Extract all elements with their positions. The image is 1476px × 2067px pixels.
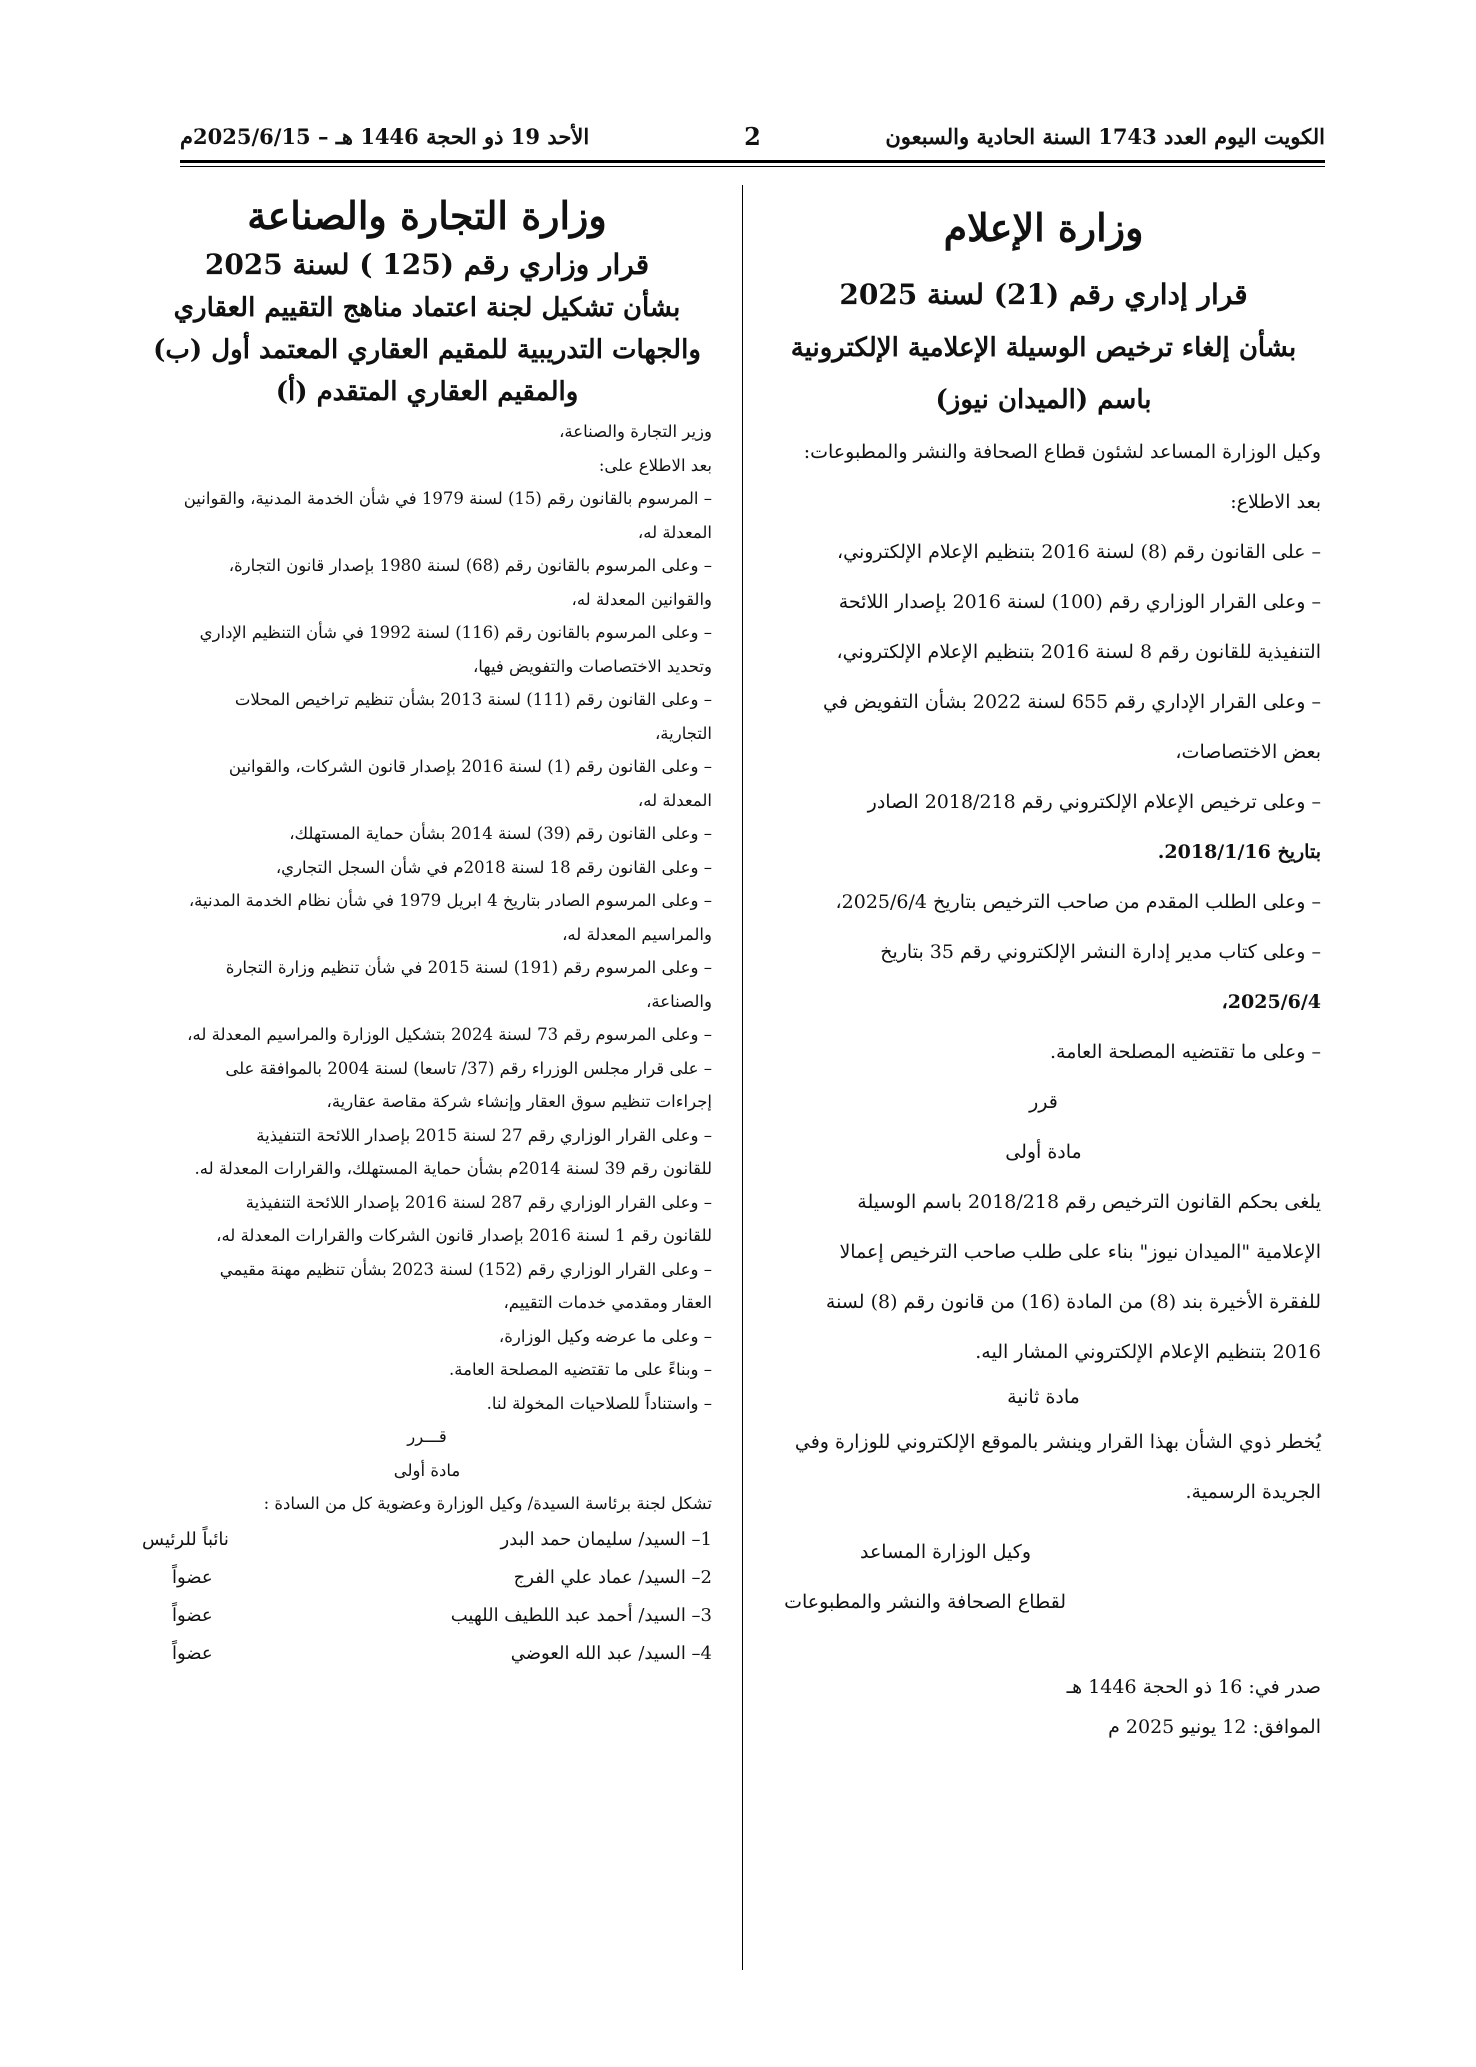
recital-line: المعدلة له، bbox=[637, 522, 712, 542]
recital-line: والصناعة، bbox=[646, 991, 712, 1011]
decision-title: قرار وزاري رقم (125 ) لسنة 2025 bbox=[204, 248, 650, 281]
recital-line: – وعلى كتاب مدير إدارة النشر الإلكتروني رقم 35 بتاريخ bbox=[880, 941, 1321, 963]
recital-line: التجارية، bbox=[654, 723, 712, 743]
intro-line: وكيل الوزارة المساعد لشئون قطاع الصحافة والنشر والمطبوعات: bbox=[803, 441, 1321, 463]
information-ministry-column bbox=[766, 190, 1321, 1747]
signature-title: وكيل الوزارة المساعد bbox=[860, 1541, 1031, 1563]
decision-subject-line: والمقيم العقاري المتقدم (أ) bbox=[275, 377, 579, 407]
recital-line: – على القانون رقم (8) لسنة 2016 بتنظيم الإعلام الإلكتروني، bbox=[836, 541, 1321, 563]
after-review: بعد الاطلاع على: bbox=[598, 455, 712, 475]
recital-line: – وعلى القانون رقم (39) لسنة 2014 بشأن حماية المستهلك، bbox=[289, 824, 712, 843]
recital-line: – وعلى المرسوم بالقانون رقم (116) لسنة 1992 في شأن التنظيم الإداري bbox=[199, 623, 712, 642]
decided-heading: قرر bbox=[1029, 1091, 1058, 1113]
recital-line: العقار ومقدمي خدمات التقييم، bbox=[503, 1293, 712, 1312]
recital-line: – وعلى ما عرضه وكيل الوزارة، bbox=[498, 1326, 712, 1346]
member-name: 3– السيد/ أحمد عبد اللطيف اللهيب bbox=[450, 1604, 712, 1626]
recital-line: – وعلى ما تقتضيه المصلحة العامة. bbox=[1049, 1041, 1321, 1063]
recital-line: – وعلى المرسوم رقم (191) لسنة 2015 في شأن تنظيم وزارة التجارة bbox=[225, 958, 712, 977]
article2-title: مادة ثانية bbox=[1007, 1386, 1080, 1408]
header-rule-thick bbox=[180, 160, 1325, 163]
article1-line: للفقرة الأخيرة بند (8) من المادة (16) من قانون رقم (8) لسنة bbox=[825, 1291, 1321, 1313]
ministry-title: وزارة التجارة والصناعة bbox=[247, 193, 607, 238]
member-role: نائباً للرئيس bbox=[142, 1528, 229, 1550]
decision-subject-line1: بشأن إلغاء ترخيص الوسيلة الإعلامية الإلكترونية bbox=[790, 333, 1297, 363]
member-role: عضواً bbox=[172, 1604, 213, 1626]
decision-body bbox=[766, 427, 1321, 1747]
decision-body bbox=[142, 415, 712, 1521]
member-name: 4– السيد/ عبد الله العوضي bbox=[510, 1642, 712, 1664]
issue-date: الأحد 19 ذو الحجة 1446 هـ – 2025/6/15م bbox=[180, 124, 590, 149]
recital-line: – المرسوم بالقانون رقم (15) لسنة 1979 في شأن الخدمة المدنية، والقوانين bbox=[183, 489, 712, 508]
decision-title: قرار إداري رقم (21) لسنة 2025 bbox=[839, 278, 1248, 311]
article1-intro: تشكل لجنة برئاسة السيدة/ وكيل الوزارة وعضوية كل من السادة : bbox=[263, 1494, 712, 1513]
page-number: 2 bbox=[744, 122, 761, 151]
member-role: عضواً bbox=[172, 1566, 213, 1588]
article1-title: مادة أولى bbox=[393, 1460, 461, 1480]
recital-line: – واستناداً للصلاحيات المخولة لنا. bbox=[486, 1393, 712, 1413]
recital-line: – وعلى المرسوم الصادر بتاريخ 4 ابريل 1979 في شأن نظام الخدمة المدنية، bbox=[188, 891, 712, 910]
recital-line: – وعلى القرار الوزاري رقم 287 لسنة 2016 بإصدار اللائحة التنفيذية bbox=[245, 1192, 712, 1212]
member-role: عضواً bbox=[172, 1642, 213, 1664]
recital-line: – وعلى القانون رقم (111) لسنة 2013 بشأن تنظيم تراخيص المحلات bbox=[234, 690, 712, 709]
recital-line: – وبناءً على ما تقتضيه المصلحة العامة. bbox=[449, 1360, 712, 1379]
member-name: 2– السيد/ عماد علي الفرج bbox=[513, 1566, 712, 1588]
recital-line: – وعلى القرار الإداري رقم 655 لسنة 2022 بشأن التفويض في bbox=[823, 691, 1321, 713]
commerce-ministry-column bbox=[142, 190, 712, 1673]
column-divider bbox=[742, 185, 743, 1970]
recital-line: – على قرار مجلس الوزراء رقم (37/ تاسعا) لسنة 2004 بالموافقة على bbox=[225, 1058, 712, 1078]
decision-subject-line: بشأن تشكيل لجنة اعتماد مناهج التقييم العقاري bbox=[173, 293, 681, 323]
article2-line: الجريدة الرسمية. bbox=[1185, 1481, 1321, 1503]
committee-member bbox=[142, 1521, 712, 1559]
recital-line: – وعلى القرار الوزاري رقم (152) لسنة 2023 بشأن تنظيم مهنة مقيمي bbox=[219, 1259, 712, 1279]
recital-line: – وعلى ترخيص الإعلام الإلكتروني رقم 2018/218 الصادر bbox=[867, 791, 1321, 813]
issued-gregorian: الموافق: 12 يونيو 2025 م bbox=[1108, 1716, 1321, 1738]
committee-member bbox=[142, 1559, 712, 1597]
issued-hijri: صدر في: 16 ذو الحجة 1446 هـ bbox=[1066, 1676, 1321, 1698]
recital-line: 2025/6/4، bbox=[1221, 991, 1321, 1013]
article2-line: يُخطر ذوي الشأن بهذا القرار وينشر بالموقع الإلكتروني للوزارة وفي bbox=[794, 1431, 1321, 1453]
decided-heading: قـــرر bbox=[407, 1427, 447, 1446]
recital-line: التنفيذية للقانون رقم 8 لسنة 2016 بتنظيم الإعلام الإلكتروني، bbox=[836, 641, 1321, 663]
recital-line: – وعلى القانون رقم 18 لسنة 2018م في شأن السجل التجاري، bbox=[275, 857, 712, 877]
newspaper-issue: الكويت اليوم العدد 1743 السنة الحادية والسبعون bbox=[885, 124, 1325, 149]
committee-members bbox=[142, 1521, 712, 1673]
article1-line: 2016 بتنظيم الإعلام الإلكتروني المشار اليه. bbox=[975, 1341, 1321, 1363]
signature-sector: لقطاع الصحافة والنشر والمطبوعات bbox=[784, 1591, 1066, 1613]
committee-member bbox=[142, 1635, 712, 1673]
decision-subject-line: والجهات التدريبية للمقيم العقاري المعتمد أول (ب) bbox=[153, 335, 701, 365]
recital-line: إجراءات تنظيم سوق العقار وإنشاء شركة مقاصة عقارية، bbox=[326, 1092, 712, 1111]
recital-line: المعدلة له، bbox=[637, 790, 712, 810]
page-header bbox=[180, 118, 1325, 154]
recital-line: – وعلى القانون رقم (1) لسنة 2016 بإصدار قانون الشركات، والقوانين bbox=[228, 757, 712, 776]
committee-member bbox=[142, 1597, 712, 1635]
decision-subject-line2: باسم (الميدان نيوز) bbox=[935, 385, 1152, 415]
recital-line: – وعلى القرار الوزاري رقم 27 لسنة 2015 بإصدار اللائحة التنفيذية bbox=[256, 1125, 712, 1145]
after-review: بعد الاطلاع: bbox=[1230, 491, 1321, 513]
recital-line: بعض الاختصاصات، bbox=[1175, 741, 1321, 763]
article1-title: مادة أولى bbox=[1005, 1141, 1082, 1163]
article1-line: الإعلامية "الميدان نيوز" بناء على طلب صاحب الترخيص إعمالا bbox=[839, 1241, 1321, 1263]
recital-line: للقانون رقم 1 لسنة 2016 بإصدار قانون الشركات والقرارات المعدلة له، bbox=[216, 1226, 712, 1245]
recital-line: والقوانين المعدلة له، bbox=[571, 589, 712, 609]
recital-line: والمراسيم المعدلة له، bbox=[562, 924, 712, 944]
recital-line: – وعلى الطلب المقدم من صاحب الترخيص بتاريخ 2025/6/4، bbox=[835, 891, 1321, 913]
header-rule-thin bbox=[180, 166, 1325, 167]
ministry-title: وزارة الإعلام bbox=[943, 205, 1144, 250]
recital-line: وتحديد الاختصاصات والتفويض فيها، bbox=[472, 656, 712, 676]
minister-line: وزير التجارة والصناعة، bbox=[559, 422, 712, 441]
recital-line: – وعلى القرار الوزاري رقم (100) لسنة 2016 بإصدار اللائحة bbox=[838, 591, 1321, 613]
recital-line: للقانون رقم 39 لسنة 2014م بشأن حماية المستهلك، والقرارات المعدلة له. bbox=[194, 1159, 712, 1178]
recital-line: – وعلى المرسوم رقم 73 لسنة 2024 بتشكيل الوزارة والمراسيم المعدلة له، bbox=[187, 1025, 712, 1044]
recital-line: – وعلى المرسوم بالقانون رقم (68) لسنة 1980 بإصدار قانون التجارة، bbox=[228, 556, 712, 575]
member-name: 1– السيد/ سليمان حمد البدر bbox=[500, 1528, 712, 1550]
article1-line: يلغى بحكم القانون الترخيص رقم 2018/218 باسم الوسيلة bbox=[857, 1191, 1321, 1213]
recital-line: بتاريخ 2018/1/16. bbox=[1157, 841, 1321, 863]
